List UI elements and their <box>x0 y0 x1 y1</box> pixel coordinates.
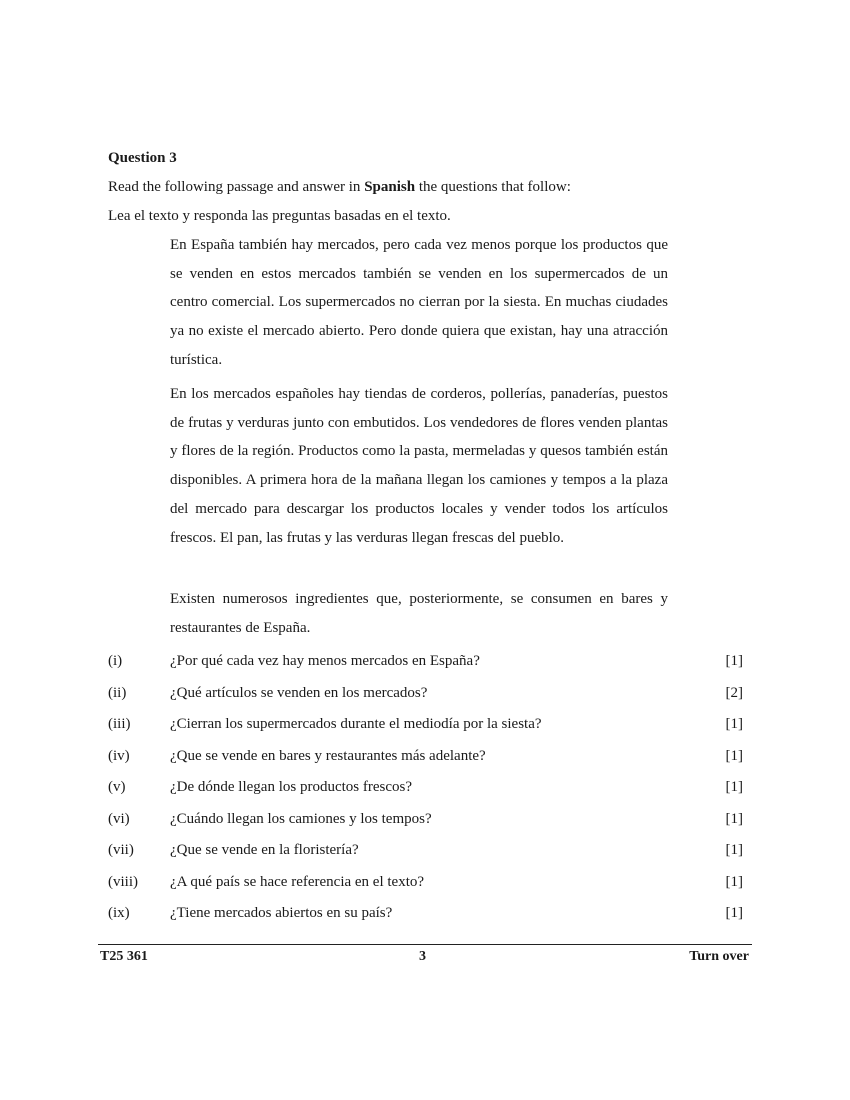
question-item <box>108 899 743 931</box>
question-marks: [1] <box>725 716 743 732</box>
instruction-language-bold: Spanish <box>364 179 416 195</box>
instruction-spanish: Lea el texto y responda las preguntas basadas en el texto. <box>108 208 451 224</box>
question-marks: [1] <box>725 779 743 795</box>
question-number: (vi) <box>108 810 130 827</box>
question-number: (ii) <box>108 684 127 701</box>
question-text: ¿Que se vende en la floristería? <box>170 842 359 858</box>
question-marks: [1] <box>725 653 743 669</box>
footer-divider <box>98 944 752 945</box>
question-item <box>108 647 743 679</box>
question-number: (vii) <box>108 842 134 858</box>
passage-text: En los mercados españoles hay tiendas de corderos, pollerías, panaderías, puestos de frutas y verduras junto con embutidos. Los vendedores de flores venden plantas y flores de la región. Productos como la pasta, mermeladas y quesos también están disponibles. A primera hora de la mañana llegan los camiones y tempos a la plaza del mercado para descargar los productos locales y vender todos los artículos frescos. El pan, las frutas y las verduras llegan frescas del pueblo. <box>170 386 668 546</box>
question-text: ¿Qué artículos se venden en los mercados? <box>170 684 428 701</box>
question-text: ¿A qué país se hace referencia en el texto? <box>170 873 425 890</box>
question-marks: [1] <box>725 905 743 921</box>
turn-over-label: Turn over <box>689 949 749 964</box>
question-text: ¿Tiene mercados abiertos en su país? <box>170 905 393 921</box>
question-text: ¿Cuándo llegan los camiones y los tempos? <box>170 810 432 827</box>
instruction-english <box>108 179 571 196</box>
page-number: 3 <box>419 949 426 964</box>
question-marks: [1] <box>725 873 743 890</box>
question-item <box>108 742 743 774</box>
instruction-english-end: the questions that follow: <box>415 179 571 195</box>
question-number: (ix) <box>108 905 130 921</box>
question-text: ¿Por qué cada vez hay menos mercados en España? <box>170 653 480 669</box>
question-number: (viii) <box>108 873 138 890</box>
passage-paragraph-2 <box>170 380 668 552</box>
question-list <box>108 647 743 931</box>
question-number: (iii) <box>108 716 131 732</box>
paper-code: T25 361 <box>100 949 148 964</box>
question-item <box>108 805 743 837</box>
question-item <box>108 836 743 868</box>
question-marks: [1] <box>725 747 743 764</box>
question-text: ¿De dónde llegan los productos frescos? <box>170 779 413 795</box>
question-item <box>108 773 743 805</box>
passage-paragraph-1 <box>170 231 668 375</box>
question-number: (iv) <box>108 747 130 764</box>
question-marks: [1] <box>725 842 743 858</box>
question-marks: [1] <box>725 810 743 827</box>
passage-paragraph-3 <box>170 585 668 642</box>
question-item <box>108 868 743 900</box>
instruction-english-start: Read the following passage and answer in <box>108 179 365 195</box>
passage-text: En España también hay mercados, pero cada vez menos porque los productos que se venden en estos mercados también se venden en los supermercados de un centro comercial. Los supermercados no cierran por la siesta. En muchas ciudades ya no existe el mercado abierto. Pero donde quiera que existan, hay una atracción turística. <box>170 237 668 368</box>
question-text: ¿Cierran los supermercados durante el mediodía por la siesta? <box>170 716 542 732</box>
question-number: (v) <box>108 779 126 795</box>
question-number: (i) <box>108 653 123 669</box>
question-item <box>108 679 743 711</box>
question-item <box>108 710 743 742</box>
question-marks: [2] <box>725 684 743 701</box>
question-text: ¿Que se vende en bares y restaurantes más adelante? <box>170 747 486 764</box>
passage-text: Existen numerosos ingredientes que, posteriormente, se consumen en bares y restaurantes de España. <box>170 591 668 636</box>
question-heading: Question 3 <box>108 150 177 166</box>
